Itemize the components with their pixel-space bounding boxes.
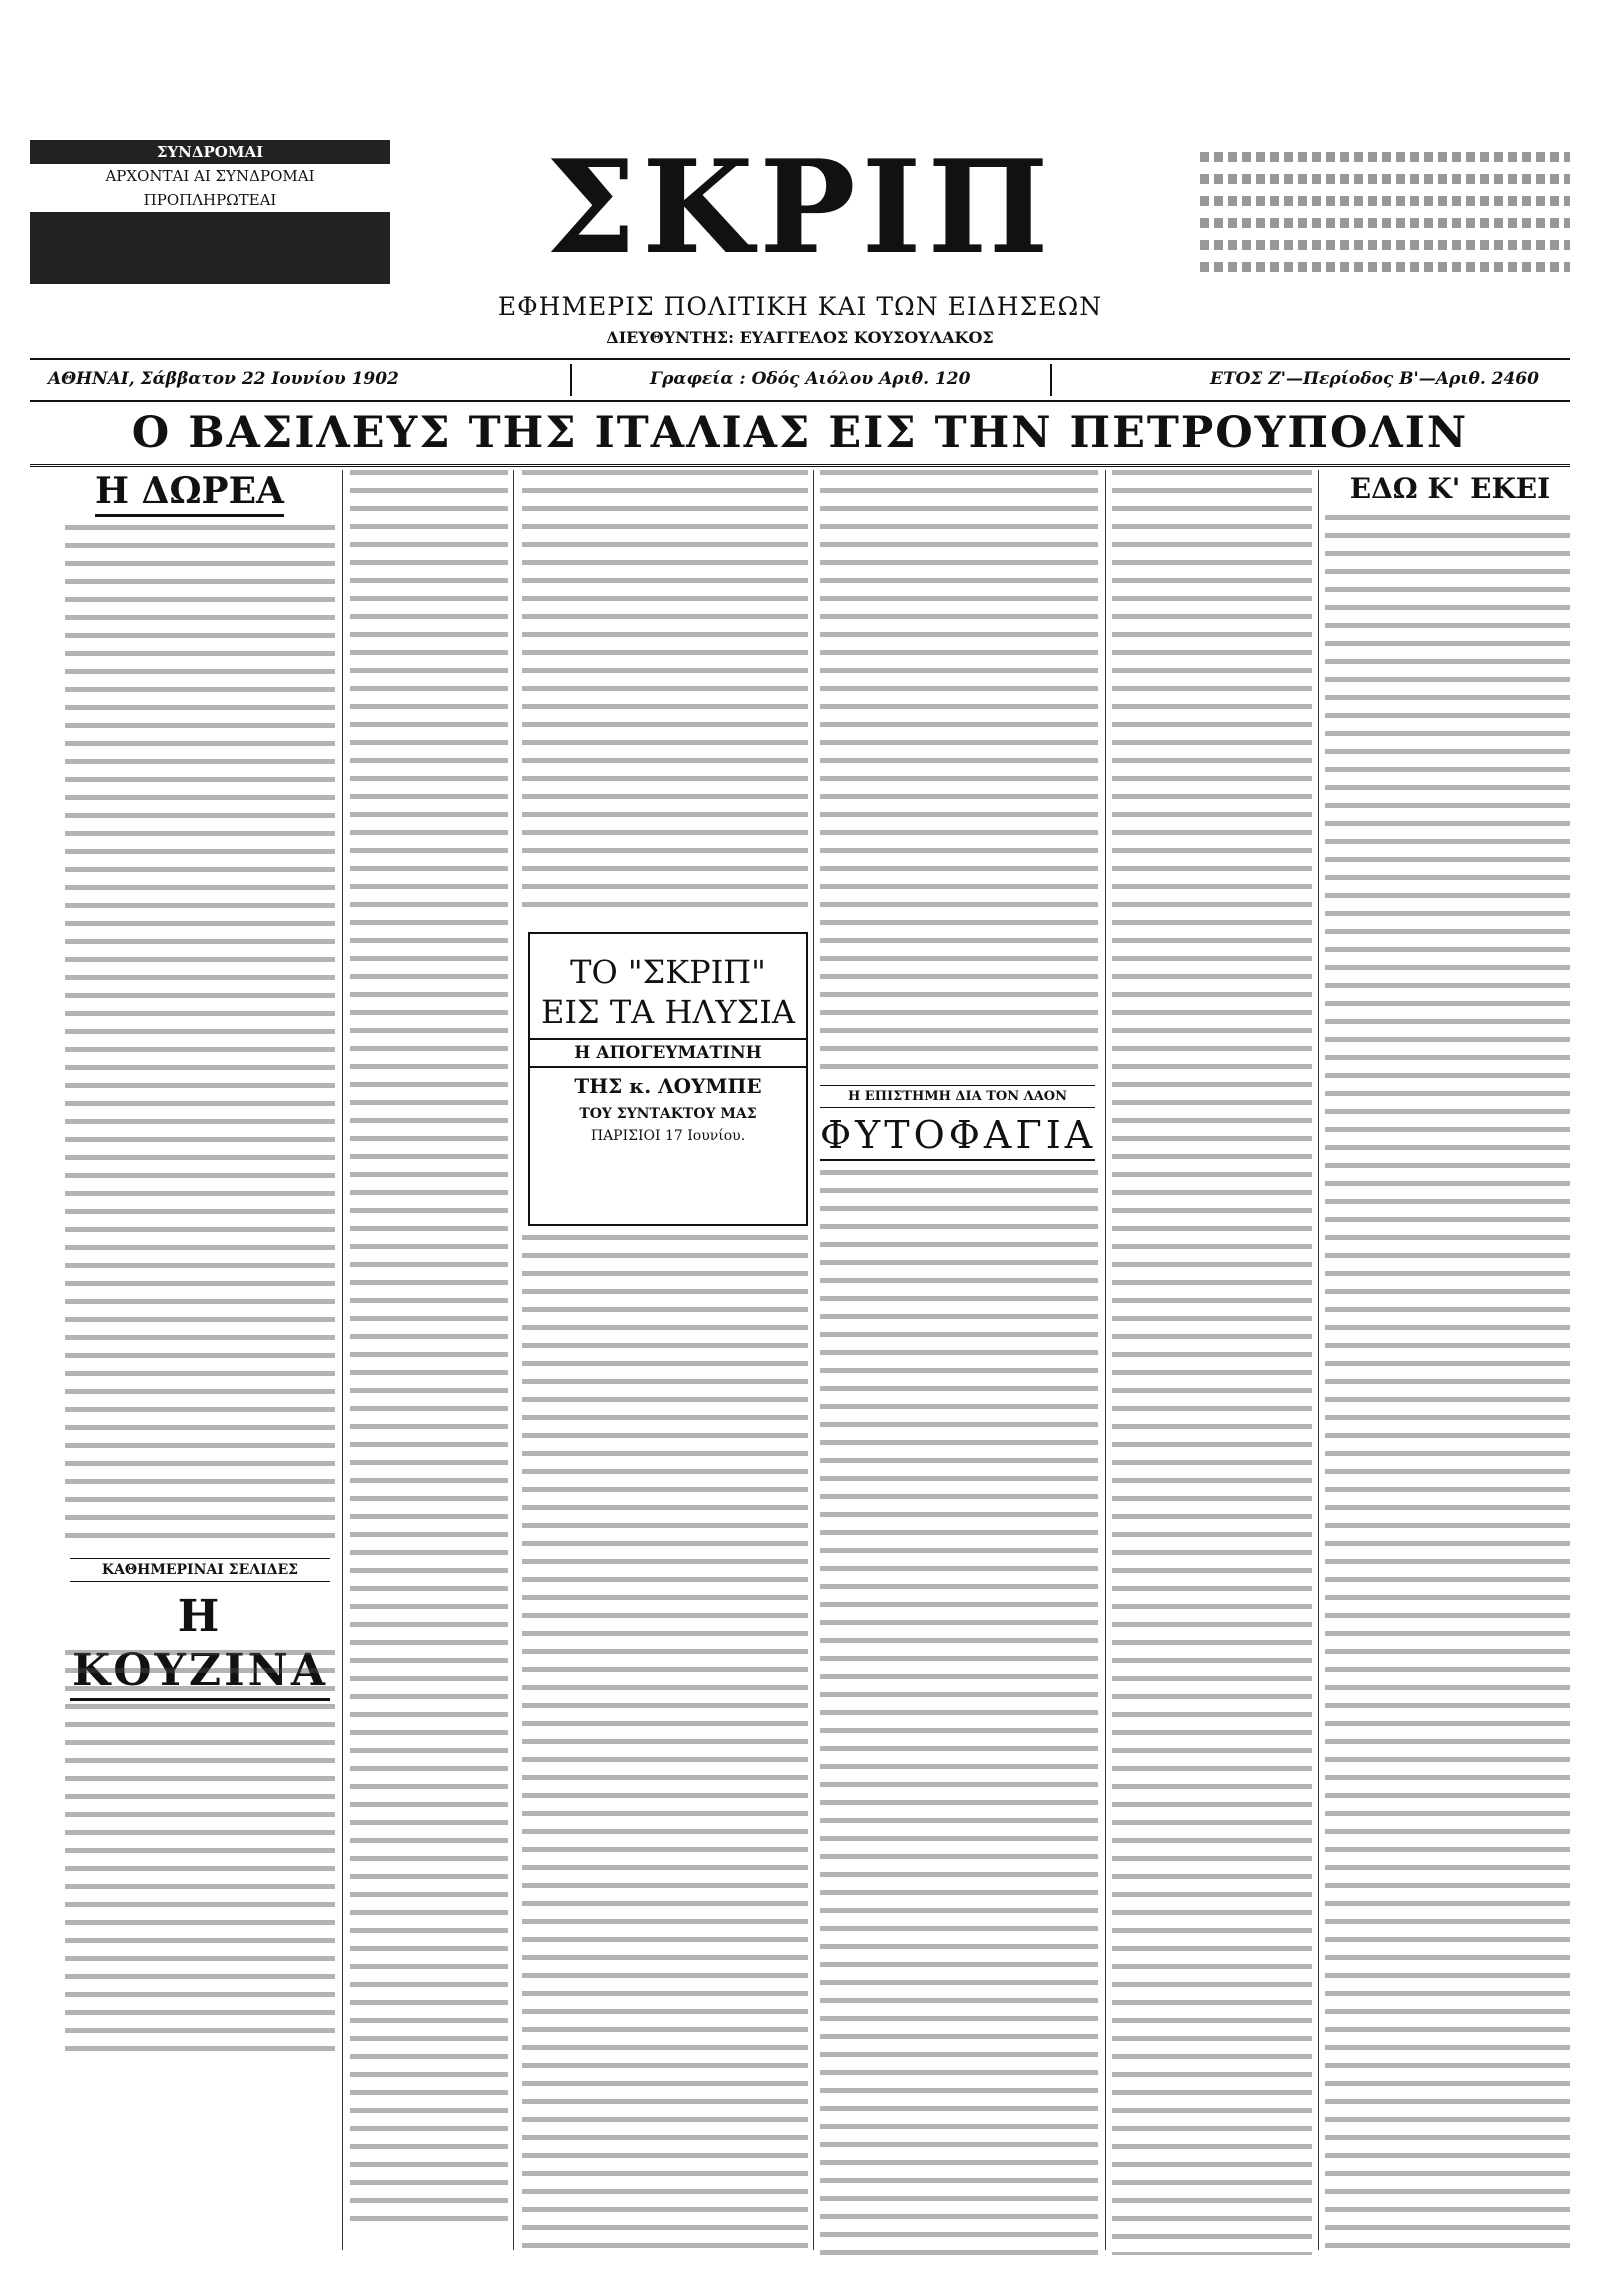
subscription-heading: ΣΥΝΔΡΟΜΑΙ (30, 140, 390, 164)
notice-line (1200, 218, 1570, 228)
box-byline: ΤΟΥ ΣΥΝΤΑΚΤΟΥ ΜΑΣ (579, 1106, 757, 1122)
masthead-logo: ΣΚΡΙΠ (545, 133, 1055, 283)
article-body (1112, 470, 1312, 2255)
article-body (1325, 515, 1570, 2255)
article-title-edo-kekei: ΕΔΩ Κ' ΕΚΕΙ (1349, 472, 1551, 505)
column-divider (1105, 470, 1106, 2250)
column-divider (342, 470, 343, 2250)
article-title-fytofagia: ΦΥΤΟΦΑΓΙΑ (820, 1111, 1095, 1161)
dateline-date: ΑΘΗΝΑΙ, Σάββατον 22 Ιουνίου 1902 (48, 369, 399, 389)
subscription-box (30, 140, 390, 284)
masthead-director: ΔΙΕΥΘΥΝΤΗΣ: ΕΥΑΓΓΕΛΟΣ ΚΟΥΣΟΥΛΑΚΟΣ (606, 328, 994, 347)
article-body (350, 470, 508, 2230)
box-title: ΕΙΣ ΤΑ ΗΛΥΣΙΑ (541, 993, 795, 1031)
article-body (820, 470, 1098, 1070)
article-body (820, 1170, 1098, 2255)
article-body (522, 470, 808, 920)
column-divider (813, 470, 814, 2250)
notice-line (1200, 152, 1570, 162)
dateline (30, 358, 1570, 402)
subscription-bar (30, 212, 390, 236)
article-body (522, 1235, 808, 2255)
dateline-issue: ΕΤΟΣ Ζ'—Περίοδος Β'—Αριθ. 2460 (1210, 369, 1539, 389)
article-body (65, 525, 335, 1550)
divider (1050, 364, 1052, 396)
notice-line (1200, 262, 1570, 272)
subscription-line: ΠΡΟΠΛΗΡΩΤΕΑΙ (143, 191, 277, 209)
dateline-office: Γραφεία : Οδός Αιόλου Αριθ. 120 (650, 369, 971, 389)
masthead-subtitle: ΕΦΗΜΕΡΙΣ ΠΟΛΙΤΙΚΗ ΚΑΙ ΤΩΝ ΕΙΔΗΣΕΩΝ (497, 292, 1103, 321)
subscription-bar (30, 260, 390, 284)
notice-line (1200, 240, 1570, 250)
section-label: Η ΕΠΙΣΤΗΜΗ ΔΙΑ ΤΟΝ ΛΑΟΝ (820, 1085, 1095, 1108)
article-box-elysia (528, 932, 808, 1226)
box-title: ΤΟ "ΣΚΡΙΠ" (570, 953, 766, 991)
section-label: ΚΑΘΗΜΕΡΙΝΑΙ ΣΕΛΙΔΕΣ (70, 1558, 330, 1582)
divider (570, 364, 572, 396)
article-title-kouzina: Η ΚΟΥΖΙΝΑ (70, 1590, 330, 1701)
box-dateline: ΠΑΡΙΣΙΟΙ 17 Ιουνίου. (590, 1128, 746, 1144)
article-title-dorea: Η ΔΩΡΕΑ (95, 470, 284, 517)
main-headline: Ο ΒΑΣΙΛΕΥΣ ΤΗΣ ΙΤΑΛΙΑΣ ΕΙΣ ΤΗΝ ΠΕΤΡΟΥΠΟΛΙΝ (30, 402, 1570, 467)
notice-line (1200, 196, 1570, 206)
subscription-line: ΑΡΧΟΝΤΑΙ ΑΙ ΣΥΝΔΡΟΜΑΙ (105, 167, 315, 185)
masthead-right-notice (1200, 140, 1570, 284)
box-subtitle: Η ΑΠΟΓΕΥΜΑΤΙΝΗ (530, 1038, 806, 1068)
box-subtitle: ΤΗΣ κ. ΛΟΥΜΠΕ (574, 1074, 762, 1098)
subscription-bar (30, 236, 390, 260)
column-divider (1318, 470, 1319, 2250)
article-body (65, 1650, 335, 2060)
notice-line (1200, 174, 1570, 184)
column-divider (513, 470, 514, 2250)
